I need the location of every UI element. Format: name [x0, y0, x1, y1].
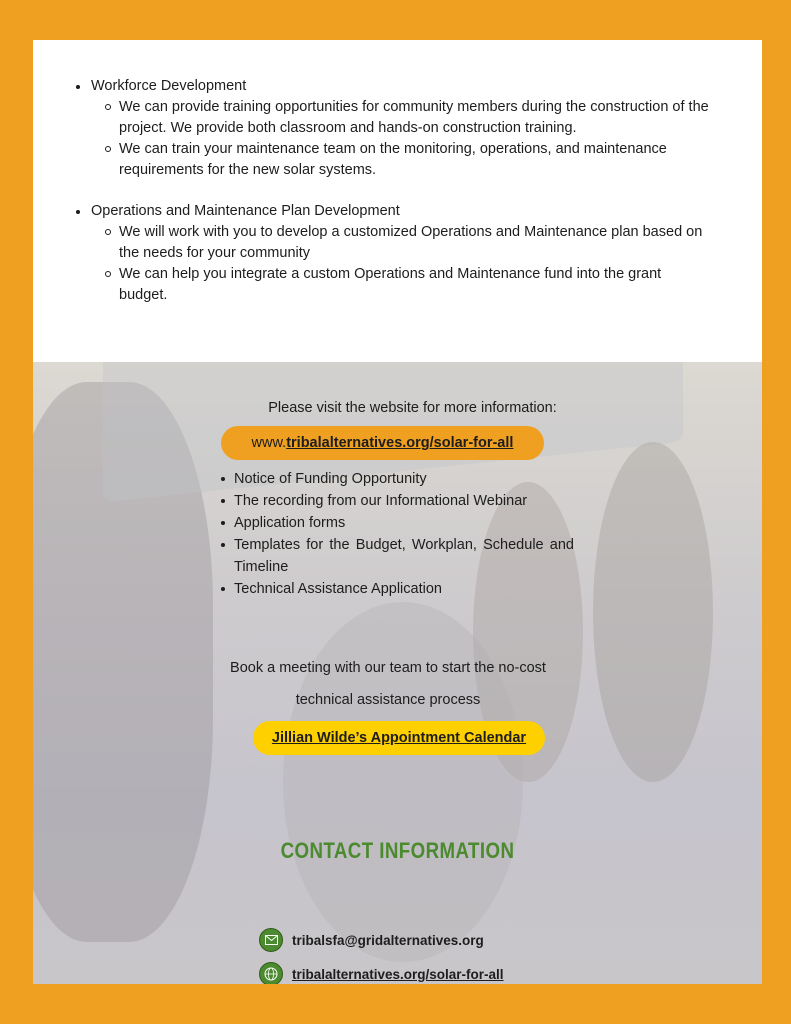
- service-detail: We can train your maintenance team on the monitoring, operations, and maintenance requirements for the new solar systems.: [119, 139, 711, 181]
- service-title: Operations and Maintenance Plan Development: [91, 203, 400, 219]
- meeting-text-line2: technical assistance process: [295, 692, 481, 708]
- website-prefix: www.: [251, 435, 287, 451]
- page: [33, 40, 762, 984]
- resource-item: Templates for the Budget, Workplan, Schedule and Timeline: [234, 534, 574, 578]
- service-detail: We can help you integrate a custom Operations and Maintenance fund into the grant budget.: [119, 264, 711, 306]
- service-sublist: [91, 97, 711, 181]
- meeting-text-line1: Book a meeting with our team to start the no-cost: [230, 660, 546, 676]
- resource-item: Notice of Funding Opportunity: [234, 468, 574, 490]
- services-section: [33, 40, 762, 362]
- photo-figure-shape: [283, 602, 523, 962]
- calendar-link-pill[interactable]: [253, 721, 545, 755]
- photo-figure-shape: [593, 442, 713, 782]
- website-prompt: Please visit the website for more information:: [268, 400, 557, 416]
- background-photo: [33, 362, 762, 984]
- resource-item: Technical Assistance Application: [234, 578, 574, 600]
- website-link[interactable]: tribalalternatives.org/solar-for-all: [286, 435, 514, 451]
- resources-list: [234, 468, 574, 600]
- contact-website[interactable]: tribalalternatives.org/solar-for-all: [292, 966, 504, 982]
- website-link-pill[interactable]: [221, 426, 544, 460]
- service-workforce: [91, 76, 711, 181]
- resource-item: Application forms: [234, 512, 574, 534]
- service-detail: We can provide training opportunities for community members during the construction of the project. We provide both classroom and hands-on construction training.: [119, 97, 711, 139]
- service-title: Workforce Development: [91, 78, 247, 94]
- calendar-link[interactable]: Jillian Wilde’s Appointment Calendar: [271, 730, 527, 746]
- service-detail: We will work with you to develop a customized Operations and Maintenance plan based on the needs for your community: [119, 222, 711, 264]
- contact-email-row: [259, 928, 484, 952]
- service-om-plan: [91, 201, 711, 306]
- service-sublist: [91, 222, 711, 306]
- contact-web-row: [259, 962, 504, 984]
- contact-email[interactable]: tribalsfa@gridalternatives.org: [292, 932, 484, 948]
- services-list: [91, 76, 711, 320]
- resource-item: The recording from our Informational Webinar: [234, 490, 574, 512]
- globe-www-icon: [259, 962, 283, 984]
- envelope-icon: [259, 928, 283, 952]
- contact-title: CONTACT INFORMATION: [280, 838, 515, 863]
